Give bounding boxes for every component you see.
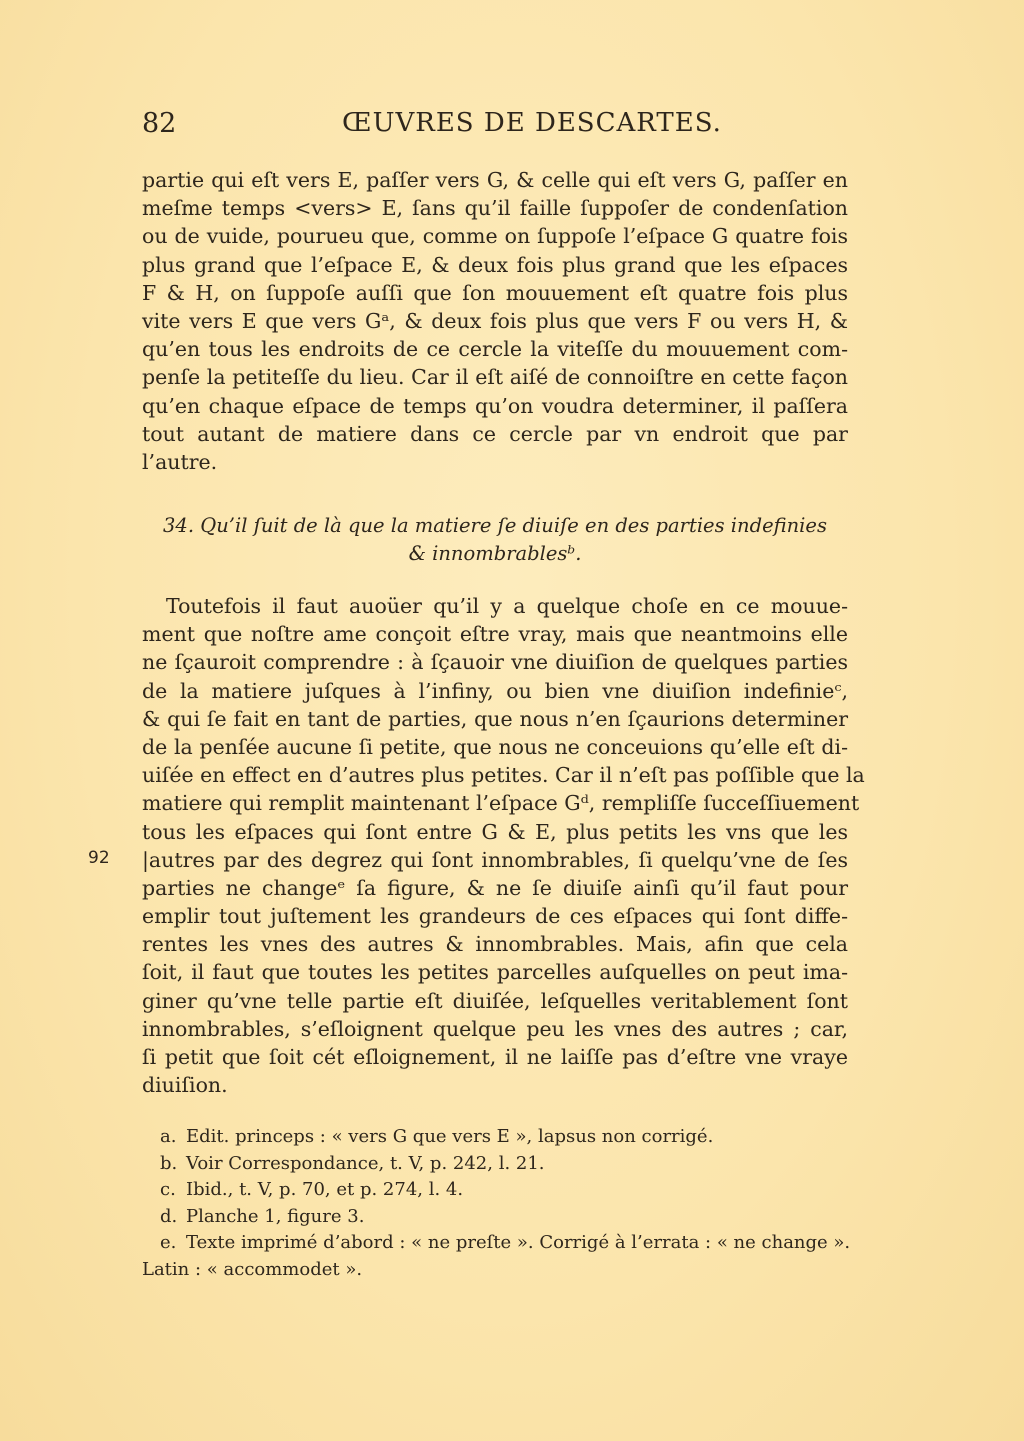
text-line: tout autant de matiere dans ce cercle par vn endroit que par: [142, 421, 848, 446]
text-line: ne ſçauroit comprendre : à ſçauoir vne diuiſion de quelques parties: [142, 650, 848, 675]
text-line: l’autre.: [142, 449, 218, 474]
margin-page-number: 92: [88, 848, 110, 868]
page-number: 82: [142, 108, 177, 139]
text-line: rentes les vnes des autres & innombrables. Mais, afin que cela: [142, 932, 848, 957]
footnote: [142, 1177, 862, 1204]
text-line: giner qu’vne telle partie eſt diuiſée, leſquelles veritablement ſont: [142, 988, 848, 1013]
text-line: qu’en chaque eſpace de temps qu’on voudra determiner, il paſſera: [142, 393, 848, 418]
text-line: & qui ſe fait en tant de parties, que nous n’en ſçaurions determiner: [142, 706, 848, 731]
text-line: de la matiere juſques à l’infiny, ou bien vne diuiſion indefinieᶜ,: [142, 678, 848, 703]
footnote-text: Planche 1, figure 3.: [186, 1205, 365, 1227]
footnote-label: a.: [160, 1126, 177, 1147]
text-line: Toutefois il faut auoüer qu’il y a quelque choſe en ce mouue-: [166, 594, 848, 618]
footnote-continuation: Latin : « accommodet ».: [142, 1258, 363, 1280]
footnote: [142, 1230, 862, 1257]
footnote: [142, 1151, 862, 1178]
text-line: diuiſion.: [142, 1073, 228, 1098]
paragraph-2: [142, 592, 865, 1099]
text-line: innombrables, s’eſloignent quelque peu les vnes des autres ; car,: [142, 1016, 848, 1041]
section-heading: [142, 512, 848, 568]
footnotes: [142, 1124, 862, 1283]
heading-line: 34. Qu’il ſuit de là que la matiere ſe diuiſe en des parties indefinies: [163, 514, 827, 537]
text-line: parties ne changeᵉ ſa figure, & ne ſe diuiſe ainſi qu’il faut pour: [142, 875, 848, 900]
footnote-text: Ibid., t. V, p. 70, et p. 274, l. 4.: [186, 1179, 464, 1200]
running-title: ŒUVRES DE DESCARTES.: [342, 108, 722, 138]
footnote: [142, 1204, 862, 1231]
text-line: de la penſée aucune ſi petite, que nous ne conceuions qu’elle eſt di-: [142, 734, 848, 759]
page-header: [142, 108, 848, 148]
text-line: partie qui eſt vers E, paſſer vers G, & celle qui eſt vers G, paſſer en: [142, 168, 848, 192]
text-line: uiſée en effect en d’autres plus petites. Car il n’eſt pas poſſible que la: [142, 763, 865, 788]
text-line: ment que noſtre ame conçoit eſtre vray, mais que neantmoins elle: [142, 622, 848, 647]
text-line: ſoit, il faut que toutes les petites parcelles auſquelles on peut ima-: [142, 960, 848, 985]
text-line: qu’en tous les endroits de ce cercle la viteſſe du mouuement com-: [142, 337, 848, 362]
text-line: tous les eſpaces qui ſont entre G & E, plus petits les vns que les: [142, 819, 848, 844]
footnote-label: d.: [160, 1205, 178, 1227]
text-line: vite vers E que vers Gᵃ, & deux fois plus que vers F ou vers H, &: [142, 308, 848, 333]
footnote-text: Edit. princeps : « vers G que vers E », lapsus non corrigé.: [186, 1126, 714, 1147]
text-line: emplir tout juſtement les grandeurs de ces eſpaces qui ſont diffe-: [142, 904, 848, 929]
heading-line: & innombrablesᵇ.: [408, 542, 582, 565]
footnote-label: e.: [160, 1232, 177, 1253]
text-line: F & H, on ſuppoſe auſſi que ſon mouuement eſt quatre fois plus: [142, 280, 848, 305]
paragraph-1: [142, 166, 848, 476]
text-line: penſe la petiteſſe du lieu. Car il eſt aiſé de connoiſtre en cette façon: [142, 365, 848, 390]
footnote-text: Texte imprimé d’abord : « ne preſte ». Corrigé à l’errata : « ne change ».: [186, 1232, 851, 1253]
footnote: [142, 1124, 862, 1151]
text-line: plus grand que l’eſpace E, & deux fois plus grand que les eſpaces: [142, 252, 848, 277]
text-line: ou de vuide, pourueu que, comme on ſuppoſe l’eſpace G quatre fois: [142, 224, 848, 249]
footnote-label: c.: [160, 1179, 176, 1200]
footnote-label: b.: [160, 1152, 178, 1174]
text-line: meſme temps <vers> E, ſans qu’il faille ſuppoſer de condenſation: [142, 196, 848, 221]
text-line: ſi petit que ſoit cét eſloignement, il ne laiſſe pas d’eſtre vne vraye: [142, 1045, 848, 1069]
text-line: matiere qui remplit maintenant l’eſpace Gᵈ, rempliſſe ſucceſſiuement: [142, 791, 860, 816]
footnote-text: Voir Correspondance, t. V, p. 242, l. 21.: [186, 1152, 545, 1174]
text-line: |autres par des degrez qui ſont innombrables, ſi quelqu’vne de ſes: [142, 847, 848, 872]
